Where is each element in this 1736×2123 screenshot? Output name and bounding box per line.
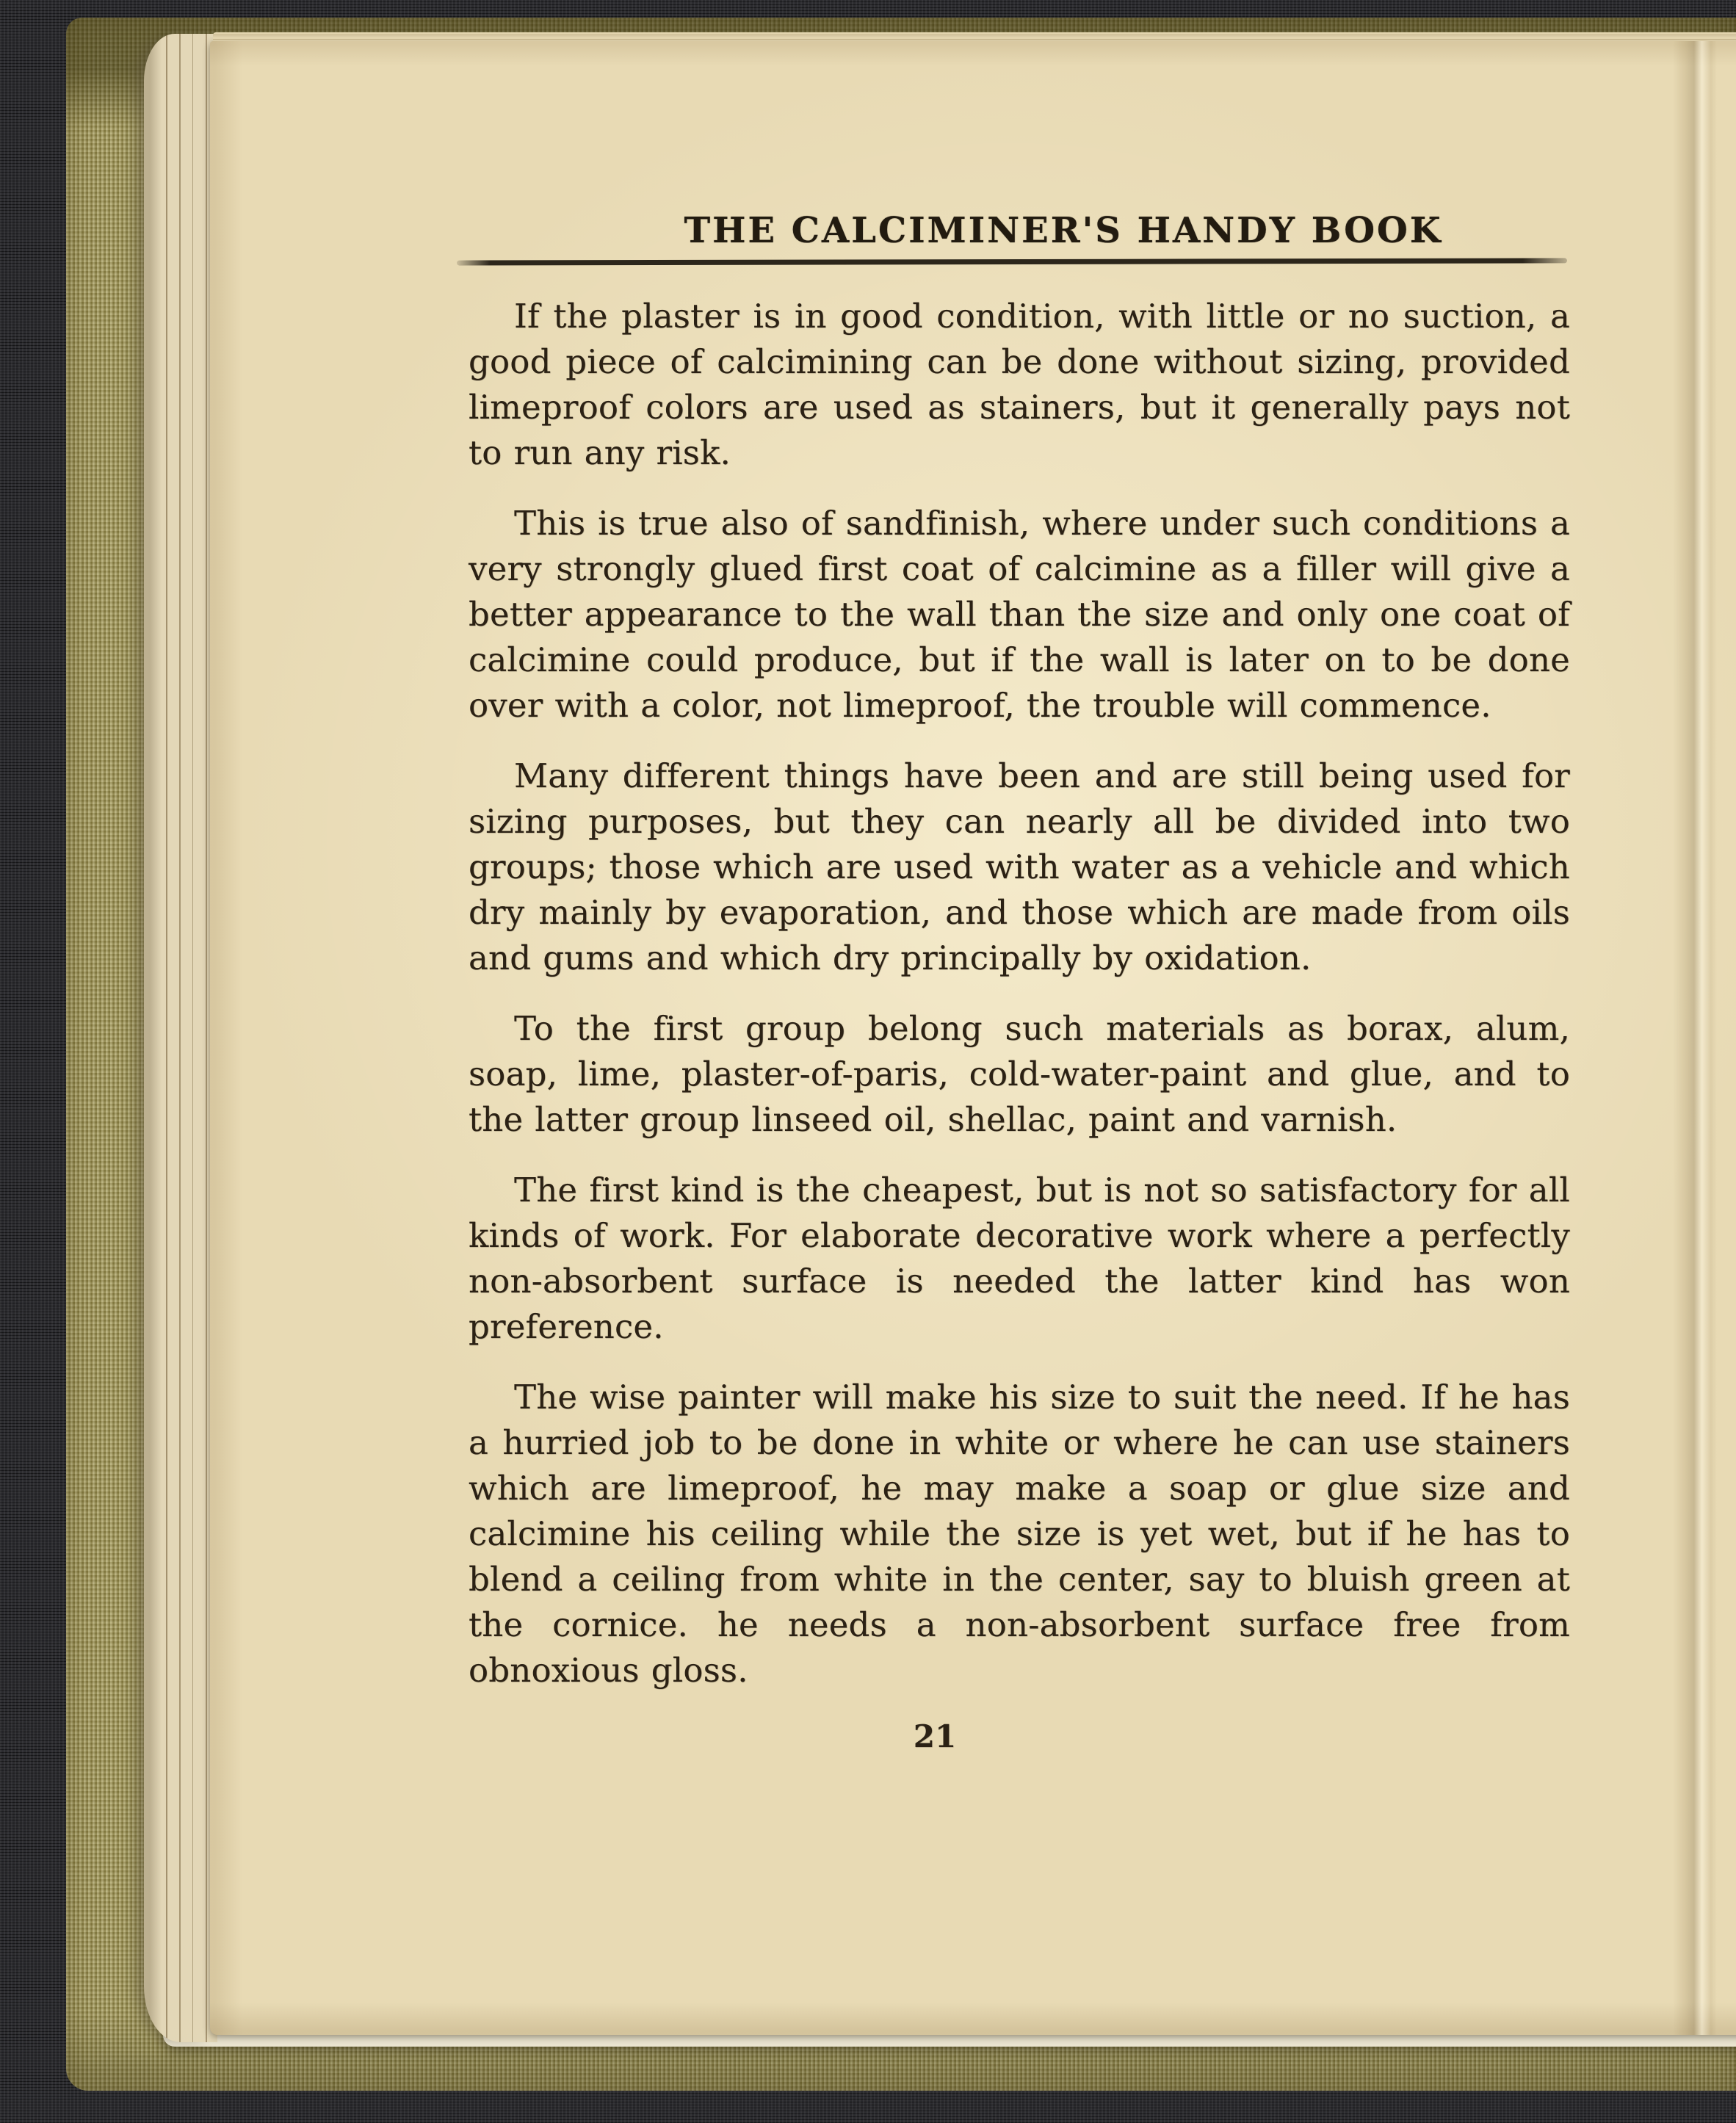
paragraph: This is true also of sandfinish, where under such conditions a very strongly glued first coat of calcimine as a filler will give a better appearance to the wall than the size and only one coat of calcimine could produce, but if the wall is later on to be done over with a color, not limeproof, the trouble will commence. [469,504,1570,725]
paragraph: Many different things have been and are still being used for sizing purposes, but they can nearly all be divided into two groups; those which are used with water as a vehicle and which dry mainly by evaporation, and those which are made from oils and gums and which dry principally by oxidation. [469,756,1570,977]
page-content [469,210,1570,1754]
page-stack-edges [144,34,217,2042]
paragraph: The wise painter will make his size to suit the need. If he has a hurried job to be done in white or where he can use stainers which are limeproof, he may make a soap or glue size and calcimine his ceiling while the size is yet wet, but if he has to blend a ceiling from white in the center, say to bluish green at the cornice. he needs a non-absorbent surface free from obnoxious gloss. [469,1378,1570,1690]
book-page [210,41,1736,2035]
paragraph: To the first group belong such materials as borax, alum, soap, lime, plaster-of-paris, cold-water-paint and glue, and to the latter group linseed oil, shellac, paint and varnish. [469,1009,1570,1139]
header-rule [457,258,1567,265]
top-page-edges [213,32,1736,41]
paragraph: The first kind is the cheapest, but is not so satisfactory for all kinds of work. For elaborate decorative work where a perfectly non-absorbent surface is needed the latter kind has won preference. [469,1171,1570,1346]
page-header-title: THE CALCIMINER'S HANDY BOOK [684,210,1443,251]
page-number: 21 [913,1718,957,1754]
page-crease [1673,41,1717,2035]
page-paragraphs [469,294,1570,1693]
paragraph: If the plaster is in good condition, with little or no suction, a good piece of calcimining can be done without sizing, provided limeproof colors are used as stainers, but it generally pays not to run any risk. [469,297,1570,472]
